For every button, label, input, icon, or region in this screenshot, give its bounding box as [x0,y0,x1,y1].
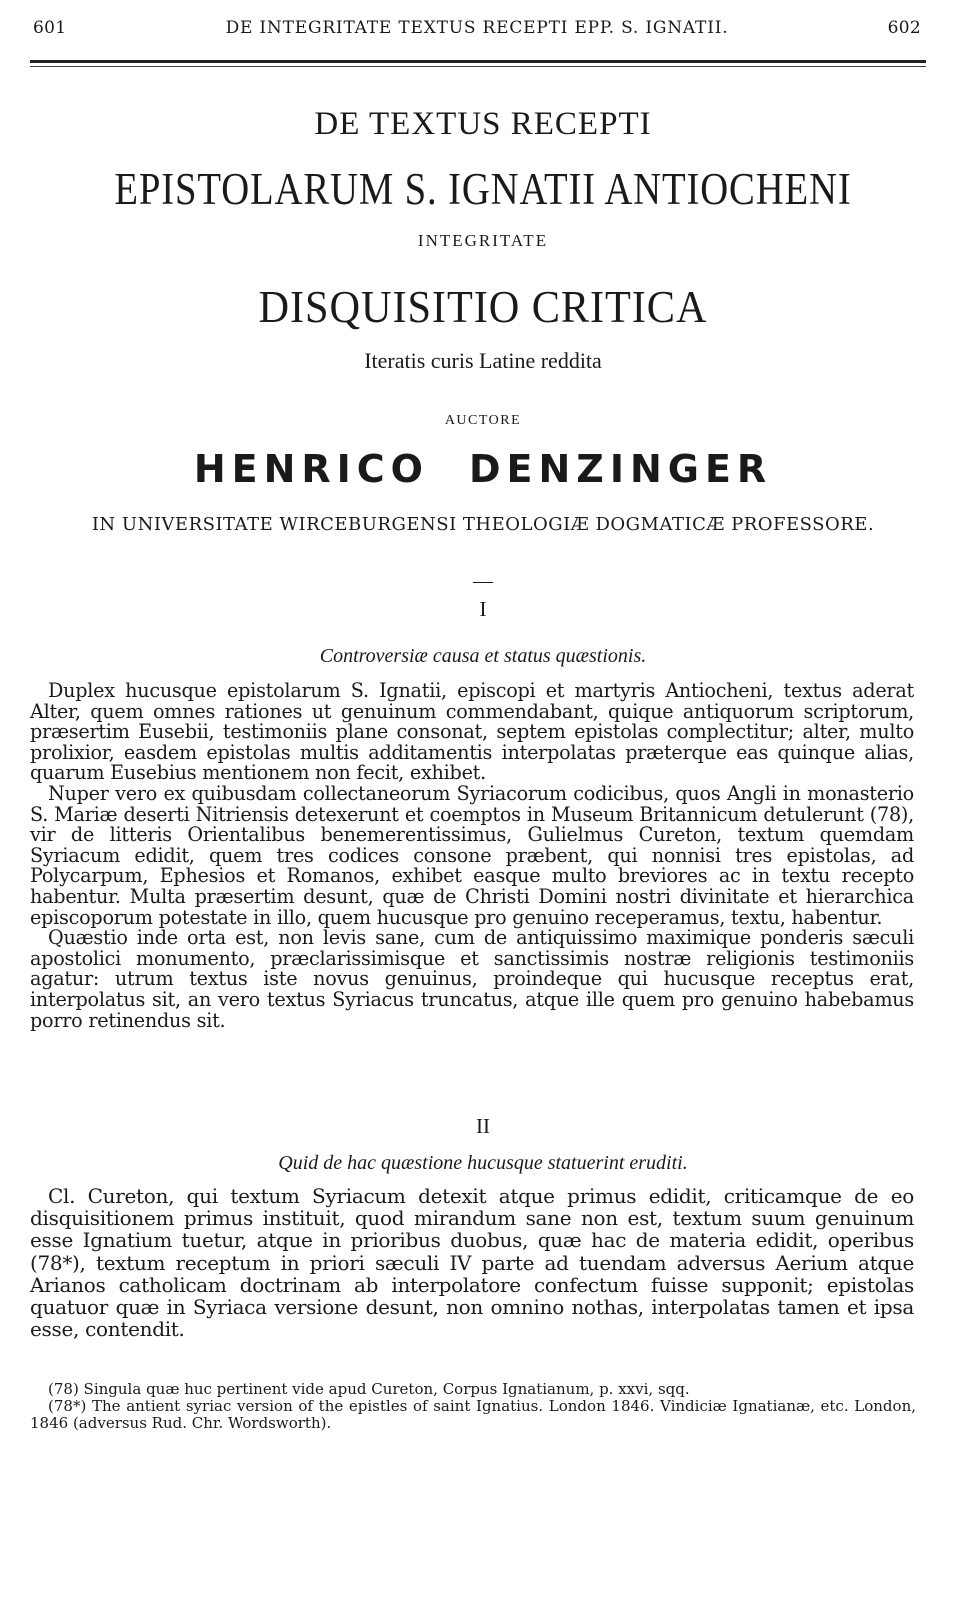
author-affiliation: IN UNIVERSITATE WIRCEBURGENSI THEOLOGIÆ DOGMATICÆ PROFESSORE. [91,514,875,535]
title-subtitle: Iteratis curis Latine reddita [364,348,602,373]
paragraph: Quæstio inde orta est, non levis sane, cum de antiquissimo maximique ponderis sæculi apostolici monumento, præclarissimisque et sanctissimis nostræ religionis testimoniis agatur: utrum textus iste novus genuinus, proindeque qui hucusque receptus erat, interpolatus sit, an vero textus Syriacus truncatus, atque ille quem pro genuino habebamus porro retinendus sit. [30,926,914,1032]
page-number-right: 602 [887,18,921,38]
title-line-2: EPISTOLARUM S. IGNATII ANTIOCHENI [114,164,852,214]
author-last-name: DENZINGER [468,447,773,491]
section-1-body [30,681,914,1031]
paragraph: Nuper vero ex quibusdam collectaneorum Syriacorum codicibus, quos Angli in monasterio S. Mariæ deserti Nitriensis detexerunt et coemptos in Museum Britannicum detulerunt (78), vir de litteris Orientalibus benemerentissimus, Gulielmus Cureton, textum quemdam Syriacum edidit, quem tres codices consone præbent, qui nonnisi tres epistolas, ad Polycarpum, Ephesios et Romanos, exhibet easque multo breviores ac in textu recepto habentur. Multa præsertim desunt, quæ de Christi Domini nostri divinitate et hierarchica episcoporum potestate in illo, quem hucusque pro genuino receperamus, textu, habentur. [30,781,914,929]
paragraph: Cl. Cureton, qui textum Syriacum detexit atque primus edidit, criticamque de eo disquisitionem primus instituit, quod mirandum sane non est, textum suum genuinum esse Ignatium tuetur, atque in prioribus duobus, quæ hac de materia edidit, operibus (78*), textum receptum in priori sæculi IV parte ad tuendam adversus Aerium atque Arianos catholicam doctrinam ab interpolatore confectum fuisse supponit; epistolas quatuor quæ in Syriaca versione desunt, non omnino nothas, interpolatas tamen et ipsa esse, contendit. [30,1184,914,1342]
running-head-title: DE INTEGRITATE TEXTUS RECEPTI EPP. S. IGNATII. [225,18,729,38]
footnote: (78) Singula quæ huc pertinent vide apud Cureton, Corpus Ignatianum, p. xxvi, sqq. [48,1380,690,1398]
auctore-label: AUCTORE [444,413,522,428]
header-rule [30,60,926,67]
author-first-name: HENRICO [193,447,429,491]
title-line-3: INTEGRITATE [417,231,549,250]
section-2-title: Quid de hac quæstione hucusque statuerint eruditi. [278,1152,688,1174]
paragraph: Duplex hucusque epistolarum S. Ignatii, episcopi et martyris Antiocheni, textus aderat Alter, quem omnes rationes ut genuinum commendabant, quique antiquorum scriptorum, præsertim Eusebii, testimoniis plane consonat, septem epistolas complectitur; alter, multo prolixior, easdem epistolas multis additamentis interpolatas præterque eas quinque alias, quarum Eusebius mentionem non fecit, exhibet. [30,679,914,785]
footnote: (78*) The antient syriac version of the epistles of saint Ignatius. London 1846. Vindiciæ Ignatianæ, etc. London, 1846 (adversus Rud. Chr. Wordsworth). [30,1397,916,1432]
section-1-title: Controversiæ causa et status quæstionis. [319,645,647,667]
title-line-1: DE TEXTUS RECEPTI [314,106,652,142]
section-1-number: I [479,597,487,621]
running-head [33,18,921,38]
section-2-number: II [476,1114,490,1138]
footnotes [30,1381,916,1432]
author-name [0,447,966,491]
title-line-4: DISQUISITIO CRITICA [258,281,708,332]
page-number-left: 601 [33,18,67,38]
section-2-body [30,1185,914,1340]
separator-dash: — [473,570,493,592]
